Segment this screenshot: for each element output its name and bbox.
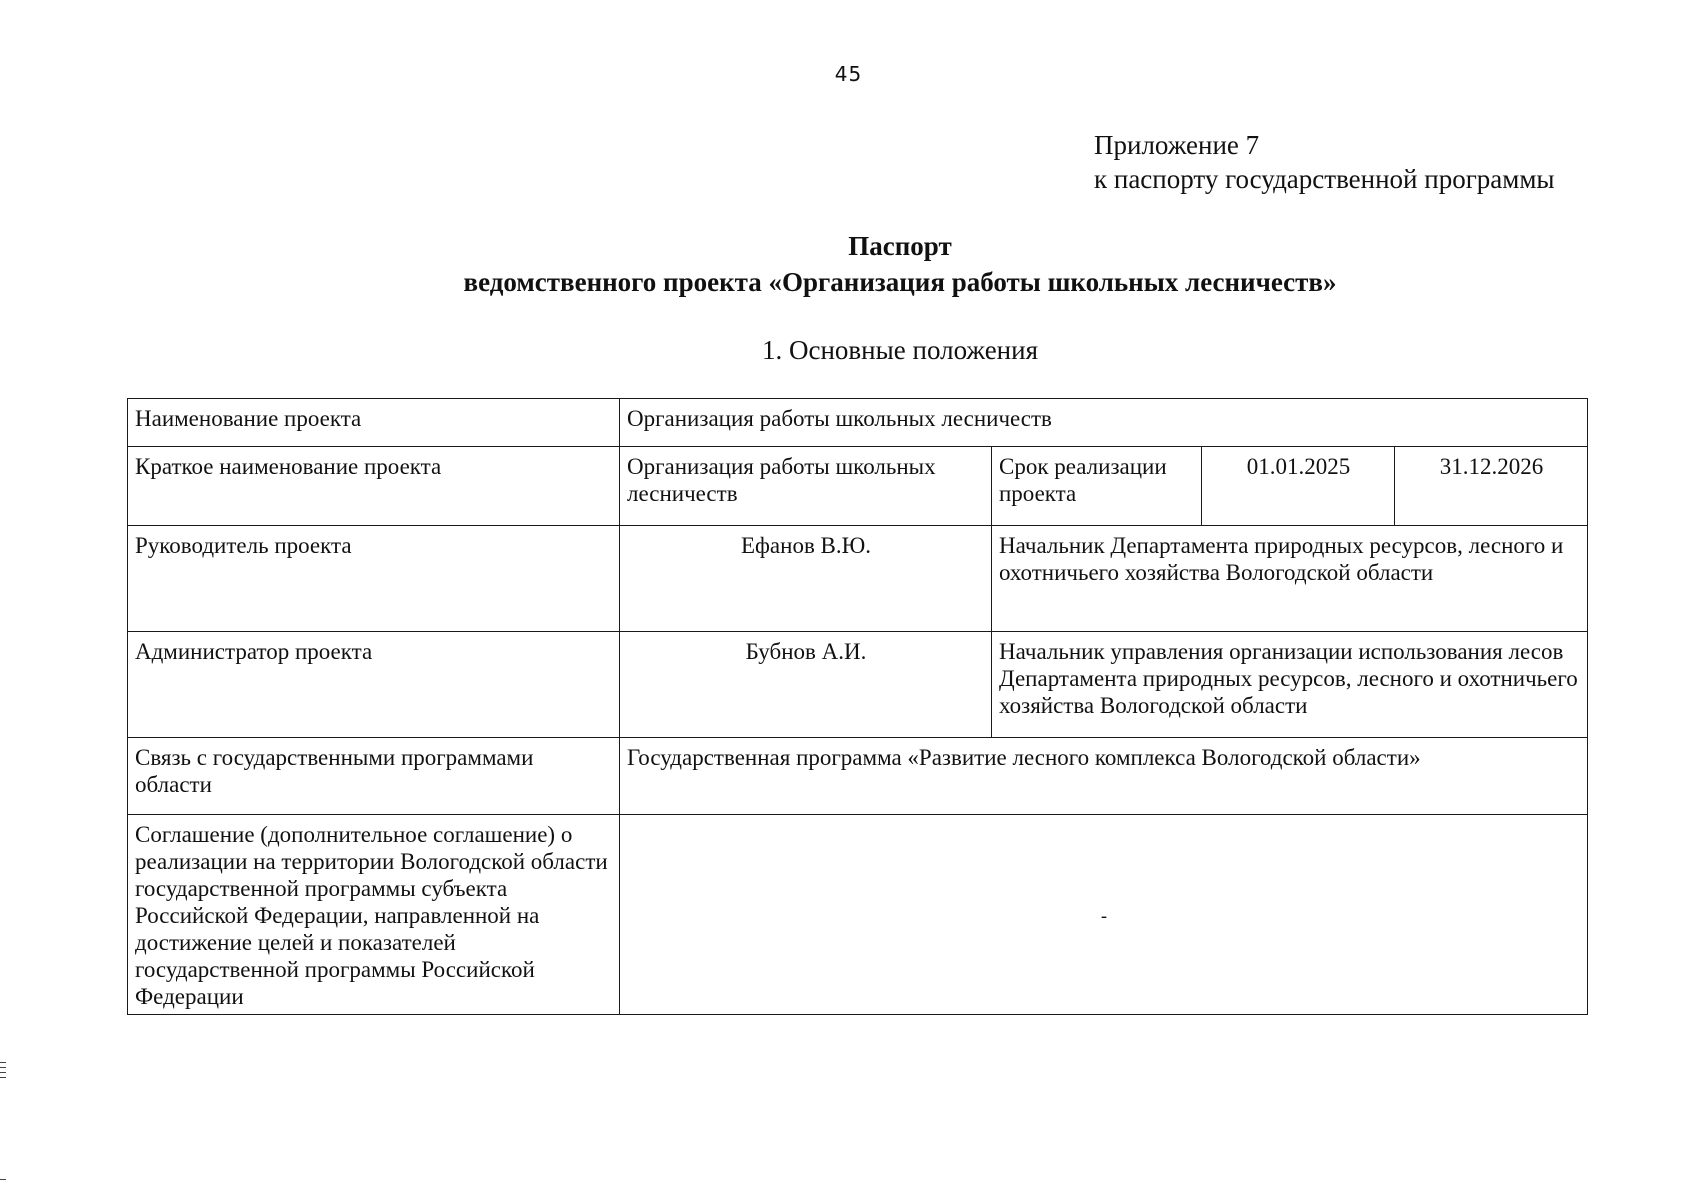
short-name-value: Организация работы школьных лесничеств	[620, 447, 992, 526]
scan-margin-marks	[0, 1062, 10, 1082]
table-row	[128, 632, 1588, 738]
program-link-value: Государственная программа «Развитие лесного комплекса Вологодской области»	[620, 738, 1588, 815]
term-start-date: 01.01.2025	[1202, 447, 1395, 526]
appendix-note	[1094, 128, 1555, 196]
project-admin-label: Администратор проекта	[128, 632, 620, 738]
project-name-label: Наименование проекта	[128, 399, 620, 447]
table-row	[128, 815, 1588, 1015]
document-title	[0, 228, 1697, 300]
page-number: 45	[834, 62, 863, 86]
project-leader-name: Ефанов В.Ю.	[620, 526, 992, 632]
short-name-label: Краткое наименование проекта	[128, 447, 620, 526]
table-row	[128, 447, 1588, 526]
document-title-line-2: ведомственного проекта «Организация работы школьных лесничеств»	[463, 267, 1337, 297]
project-admin-name: Бубнов А.И.	[620, 632, 992, 738]
agreement-value: -	[1100, 906, 1108, 927]
table-row	[128, 738, 1588, 815]
appendix-line-2: к паспорту государственной программы	[1094, 164, 1555, 194]
table-row	[128, 526, 1588, 632]
project-leader-label: Руководитель проекта	[128, 526, 620, 632]
project-admin-position: Начальник управления организации использования лесов Департамента природных ресурсов, лесного и охотничьего хозяйства Вологодской области	[992, 632, 1588, 738]
appendix-line-1: Приложение 7	[1094, 130, 1260, 160]
term-end-date: 31.12.2026	[1395, 447, 1588, 526]
project-name-value: Организация работы школьных лесничеств	[620, 399, 1588, 447]
project-passport-table	[127, 398, 1588, 1015]
table-row	[128, 399, 1588, 447]
project-leader-position: Начальник Департамента природных ресурсов, лесного и охотничьего хозяйства Вологодской области	[992, 526, 1588, 632]
term-label: Срок реализации проекта	[992, 447, 1202, 526]
scan-margin-mark	[0, 1179, 6, 1180]
document-title-line-1: Паспорт	[848, 231, 952, 261]
section-title: 1. Основные положения	[762, 335, 1038, 365]
agreement-label: Соглашение (дополнительное соглашение) о реализации на территории Вологодской области государственной программы субъекта Российской Федерации, направленной на достижение целей и показателей государственной программы Российской Федерации	[128, 815, 620, 1015]
agreement-value-cell	[620, 815, 1588, 1015]
program-link-label: Связь с государственными программами области	[128, 738, 620, 815]
